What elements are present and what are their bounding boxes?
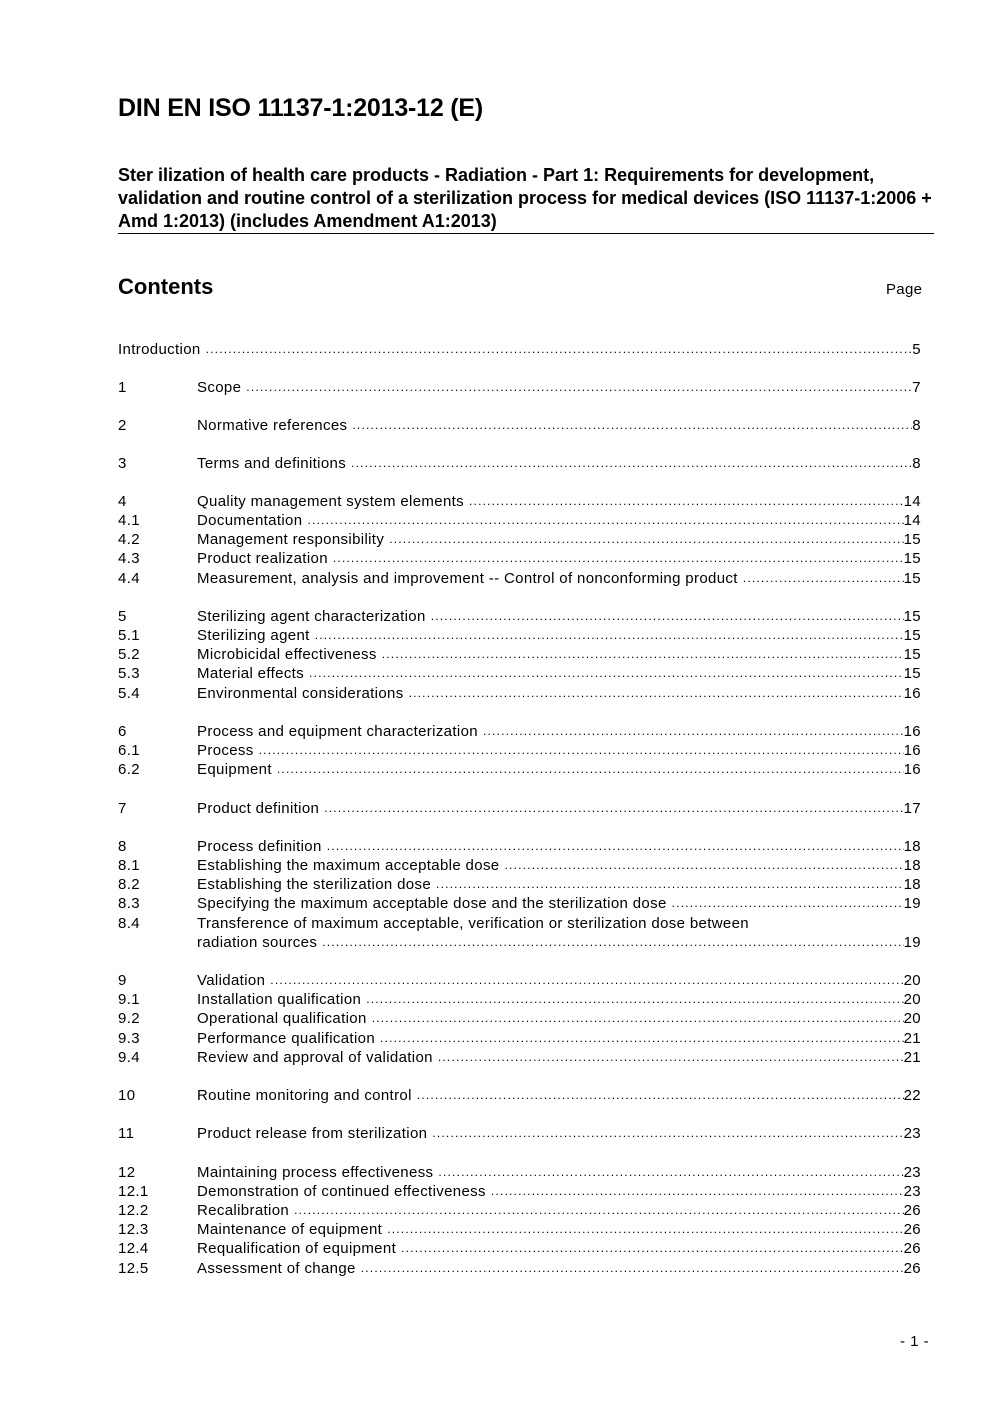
toc-entry-page: 26 <box>903 1202 921 1219</box>
toc-leader-line <box>197 875 921 894</box>
toc-dot-leader <box>432 1124 903 1143</box>
toc-leader-line <box>197 664 921 683</box>
page-column-label: Page <box>886 281 923 298</box>
toc-entry-page: 21 <box>903 1030 921 1047</box>
toc-entry-page: 14 <box>903 493 921 510</box>
toc-entry-number: 3 <box>118 455 127 472</box>
toc-entry[interactable] <box>118 645 921 664</box>
toc-entry-page: 16 <box>903 742 921 759</box>
toc-dot-leader <box>322 933 903 952</box>
toc-entry-title: Product realization <box>197 550 328 567</box>
toc-entry-number: 9 <box>118 972 127 989</box>
toc-dot-leader <box>206 340 913 359</box>
toc-leader-line <box>197 837 921 856</box>
toc-leader-line <box>197 1009 921 1028</box>
toc-dot-leader <box>505 856 904 875</box>
toc-entry-number: 4.2 <box>118 531 140 548</box>
toc-entry-page: 23 <box>903 1183 921 1200</box>
toc-dot-leader <box>259 741 904 760</box>
toc-leader-line <box>197 569 921 588</box>
toc-entry[interactable] <box>118 492 921 511</box>
toc-entry[interactable] <box>118 1163 921 1182</box>
toc-leader-line <box>197 1124 921 1143</box>
toc-entry-title: Environmental considerations <box>197 685 404 702</box>
toc-entry[interactable] <box>118 971 921 990</box>
toc-entry-number: 5.3 <box>118 665 140 682</box>
toc-dot-leader <box>333 549 904 568</box>
toc-entry-page: 15 <box>903 531 921 548</box>
toc-entry-number: 8.4 <box>118 915 140 932</box>
toc-entry-title: Maintenance of equipment <box>197 1221 383 1238</box>
contents-heading: Contents <box>118 274 214 299</box>
toc-entry-number: 4.1 <box>118 512 140 529</box>
toc-entry[interactable] <box>118 626 921 645</box>
toc-entry-page: 18 <box>903 838 921 855</box>
toc-entry-title: Documentation <box>197 512 303 529</box>
toc-dot-leader <box>387 1220 903 1239</box>
toc-dot-leader <box>436 875 904 894</box>
toc-dot-leader <box>389 530 903 549</box>
toc-entry-number: 12 <box>118 1164 136 1181</box>
toc-dot-leader <box>491 1182 904 1201</box>
toc-entry-page: 15 <box>903 570 921 587</box>
toc-entry-number: 12.1 <box>118 1183 149 1200</box>
toc-entry[interactable] <box>118 1086 921 1105</box>
toc-entry-page: 15 <box>903 665 921 682</box>
toc-entry-number: 5.4 <box>118 685 140 702</box>
toc-dot-leader <box>401 1239 904 1258</box>
toc-dot-leader <box>380 1029 904 1048</box>
toc-entry[interactable] <box>118 1239 921 1258</box>
toc-leader-line <box>197 530 921 549</box>
toc-entry-page: 20 <box>903 972 921 989</box>
toc-entry-title: Routine monitoring and control <box>197 1087 412 1104</box>
toc-leader-line <box>197 549 921 568</box>
toc-entry[interactable] <box>118 1029 921 1048</box>
toc-dot-leader <box>382 645 904 664</box>
toc-entry-number: 5 <box>118 608 127 625</box>
toc-entry-page: 15 <box>903 627 921 644</box>
toc-dot-leader <box>315 626 904 645</box>
toc-entry-title: Terms and definitions <box>197 455 347 472</box>
toc-entry-page: 8 <box>912 455 921 472</box>
toc-leader-line <box>197 1220 921 1239</box>
toc-entry-number: 6.2 <box>118 761 140 778</box>
toc-entry-title: Material effects <box>197 665 305 682</box>
toc-dot-leader <box>309 664 904 683</box>
toc-leader-line <box>197 971 921 990</box>
toc-entry-title: Transference of maximum acceptable, verification or sterilization dose between <box>197 915 749 932</box>
toc-entry-number: 8.3 <box>118 895 140 912</box>
toc-leader-line <box>197 378 921 397</box>
toc-leader-line <box>197 645 921 664</box>
toc-entry-number: 12.4 <box>118 1240 149 1257</box>
toc-leader-line <box>197 626 921 645</box>
toc-leader-line <box>118 340 921 359</box>
document-code: DIN EN ISO 11137-1:2013-12 (E) <box>118 94 484 122</box>
toc-dot-leader <box>351 454 912 473</box>
toc-entry[interactable] <box>118 511 921 530</box>
toc-entry-page: 17 <box>903 800 921 817</box>
toc-leader-line <box>197 1086 921 1105</box>
toc-dot-leader <box>438 1048 904 1067</box>
toc-entry-number: 9.4 <box>118 1049 140 1066</box>
toc-entry-title: Review and approval of validation <box>197 1049 433 1066</box>
toc-entry-number: 5.1 <box>118 627 140 644</box>
toc-entry-page: 18 <box>903 876 921 893</box>
toc-entry-page: 16 <box>903 685 921 702</box>
toc-entry[interactable] <box>118 416 921 435</box>
toc-dot-leader <box>277 760 904 779</box>
toc-entry[interactable] <box>118 856 921 875</box>
toc-entry-title: Establishing the sterilization dose <box>197 876 432 893</box>
toc-leader-line <box>197 454 921 473</box>
toc-entry-page: 15 <box>903 646 921 663</box>
toc-entry-title: Quality management system elements <box>197 493 465 510</box>
toc-entry-page: 23 <box>903 1125 921 1142</box>
toc-entry-title: Requalification of equipment <box>197 1240 397 1257</box>
toc-entry[interactable] <box>118 1259 921 1278</box>
toc-entry[interactable] <box>118 760 921 779</box>
toc-entry-number: 1 <box>118 379 127 396</box>
toc-entry-title: Establishing the maximum acceptable dose <box>197 857 500 874</box>
toc-entry-page: 26 <box>903 1221 921 1238</box>
toc-entry-page: 7 <box>912 379 921 396</box>
toc-entry-page: 20 <box>903 991 921 1008</box>
toc-entry[interactable] <box>118 1201 921 1220</box>
toc-entry-number: 12.5 <box>118 1260 149 1277</box>
toc-dot-leader <box>294 1201 904 1220</box>
toc-entry-number: 6 <box>118 723 127 740</box>
toc-dot-leader <box>372 1009 904 1028</box>
toc-dot-leader <box>469 492 904 511</box>
toc-leader-line <box>197 722 921 741</box>
toc-leader-line <box>197 511 921 530</box>
toc-entry-page: 16 <box>903 761 921 778</box>
toc-entry-title: Installation qualification <box>197 991 362 1008</box>
toc-dot-leader <box>417 1086 904 1105</box>
toc-entry-page: 19 <box>903 934 921 951</box>
toc-entry-page: 16 <box>903 723 921 740</box>
toc-entry-page: 18 <box>903 857 921 874</box>
toc-entry-page: 5 <box>912 341 921 358</box>
toc-entry-page: 15 <box>903 550 921 567</box>
toc-leader-line <box>197 492 921 511</box>
toc-leader-line <box>197 741 921 760</box>
toc-entry-page: 15 <box>903 608 921 625</box>
toc-entry-page: 22 <box>903 1087 921 1104</box>
toc-entry-page: 14 <box>903 512 921 529</box>
toc-entry-number: 12.2 <box>118 1202 149 1219</box>
toc-entry[interactable] <box>118 549 921 568</box>
toc-entry-number: 8 <box>118 838 127 855</box>
toc-entry[interactable] <box>118 1220 921 1239</box>
toc-entry-title: Process and equipment characterization <box>197 723 478 740</box>
toc-dot-leader <box>483 722 904 741</box>
toc-entry[interactable] <box>118 569 921 588</box>
toc-entry-title: Maintaining process effectiveness <box>197 1164 434 1181</box>
toc-entry-title: Microbicidal effectiveness <box>197 646 377 663</box>
toc-entry-title: Scope <box>197 379 242 396</box>
toc-leader-line <box>197 607 921 626</box>
toc-entry-number: 9.3 <box>118 1030 140 1047</box>
toc-entry-title: Introduction <box>118 341 201 358</box>
toc-entry-page: 8 <box>912 417 921 434</box>
toc-entry[interactable] <box>118 1009 921 1028</box>
toc-entry-number: 12.3 <box>118 1221 149 1238</box>
toc-entry-title: Demonstration of continued effectiveness <box>197 1183 486 1200</box>
toc-entry-title: Operational qualification <box>197 1010 367 1027</box>
toc-dot-leader <box>366 990 903 1009</box>
toc-leader-line <box>197 1048 921 1067</box>
toc-leader-line <box>197 894 921 913</box>
toc-entry-number: 4.4 <box>118 570 140 587</box>
toc-leader-line <box>197 990 921 1009</box>
toc-dot-leader <box>409 684 904 703</box>
toc-entry[interactable] <box>118 722 921 741</box>
toc-entry[interactable] <box>118 1048 921 1067</box>
toc-leader-line <box>197 1239 921 1258</box>
toc-entry-number: 11 <box>118 1125 135 1142</box>
toc-dot-leader <box>270 971 903 990</box>
toc-entry-number: 6.1 <box>118 742 140 759</box>
toc-entry[interactable] <box>118 454 921 473</box>
toc-entry-number: 4 <box>118 493 127 510</box>
toc-entry[interactable] <box>118 530 921 549</box>
toc-dot-leader <box>324 799 903 818</box>
toc-entry[interactable] <box>118 990 921 1009</box>
toc-entry-title: Equipment <box>197 761 272 778</box>
toc-dot-leader <box>246 378 912 397</box>
toc-entry-page: 26 <box>903 1240 921 1257</box>
toc-entry-number: 9.1 <box>118 991 140 1008</box>
toc-leader-line <box>197 1259 921 1278</box>
toc-entry[interactable] <box>118 894 921 913</box>
toc-entry-page: 21 <box>903 1049 921 1066</box>
toc-leader-line <box>197 1201 921 1220</box>
toc-entry-number: 8.1 <box>118 857 140 874</box>
toc-entry[interactable] <box>118 875 921 894</box>
toc-entry-title: Product definition <box>197 800 320 817</box>
toc-dot-leader <box>361 1259 904 1278</box>
toc-entry[interactable] <box>118 1124 921 1143</box>
toc-leader-line <box>197 856 921 875</box>
toc-entry-title: Specifying the maximum acceptable dose and the sterilization dose <box>197 895 667 912</box>
toc-dot-leader <box>431 607 904 626</box>
toc-dot-leader <box>352 416 912 435</box>
toc-dot-leader <box>307 511 903 530</box>
toc-entry-title: Recalibration <box>197 1202 290 1219</box>
toc-leader-line <box>197 684 921 703</box>
toc-entry-title: Sterilizing agent characterization <box>197 608 426 625</box>
toc-entry-title: Assessment of change <box>197 1260 356 1277</box>
toc-entry-page: 19 <box>903 895 921 912</box>
document-title: Ster ilization of health care products - Radiation - Part 1: Requirements for development, validation and routine control of a sterilization process for medical devices (ISO 11137-1:2006 + Amd 1:2013) (includes Amendment A1:2013) <box>118 165 932 231</box>
toc-entry[interactable] <box>118 741 921 760</box>
toc-entry-title: Process definition <box>197 838 322 855</box>
page-number: - 1 - <box>900 1333 930 1350</box>
toc-entry-continuation <box>118 933 921 952</box>
toc-entry-page: 26 <box>903 1260 921 1277</box>
toc-entry-title: Management responsibility <box>197 531 385 548</box>
toc-dot-leader <box>743 569 904 588</box>
toc-entry-title: Process <box>197 742 254 759</box>
toc-entry-page: 20 <box>903 1010 921 1027</box>
toc-entry[interactable] <box>118 607 921 626</box>
toc-entry-title: Measurement, analysis and improvement -- Control of nonconforming product <box>197 570 738 587</box>
toc-leader-line <box>197 799 921 818</box>
toc-leader-line <box>197 1029 921 1048</box>
toc-entry[interactable] <box>118 378 921 397</box>
toc-entry-title: Validation <box>197 972 266 989</box>
toc-entry-page: 23 <box>903 1164 921 1181</box>
toc-entry-title-continued: radiation sources <box>197 934 318 951</box>
toc-leader-line <box>197 1163 921 1182</box>
toc-entry[interactable] <box>118 799 921 818</box>
toc-leader-line <box>197 1182 921 1201</box>
toc-entry[interactable] <box>118 340 921 359</box>
toc-entry-number: 4.3 <box>118 550 140 567</box>
toc-entry-title: Normative references <box>197 417 348 434</box>
toc-entry-number: 8.2 <box>118 876 140 893</box>
toc-leader-line <box>197 416 921 435</box>
toc-entry-number: 5.2 <box>118 646 140 663</box>
toc-entry-number: 2 <box>118 417 127 434</box>
toc-entry[interactable] <box>118 837 921 856</box>
toc-entry[interactable] <box>118 1182 921 1201</box>
toc-dot-leader <box>672 894 904 913</box>
toc-entry-number: 7 <box>118 800 127 817</box>
toc-entry-title: Performance qualification <box>197 1030 376 1047</box>
toc-entry-title: Sterilizing agent <box>197 627 310 644</box>
toc-entry[interactable] <box>118 684 921 703</box>
toc-dot-leader <box>327 837 904 856</box>
toc-leader-line <box>197 760 921 779</box>
toc-leader-line <box>197 933 921 952</box>
toc-entry-number: 9.2 <box>118 1010 140 1027</box>
toc-entry[interactable] <box>118 914 921 933</box>
toc-entry-number: 10 <box>118 1087 136 1104</box>
toc-entry[interactable] <box>118 664 921 683</box>
toc-entry-title: Product release from sterilization <box>197 1125 428 1142</box>
toc-dot-leader <box>438 1163 903 1182</box>
